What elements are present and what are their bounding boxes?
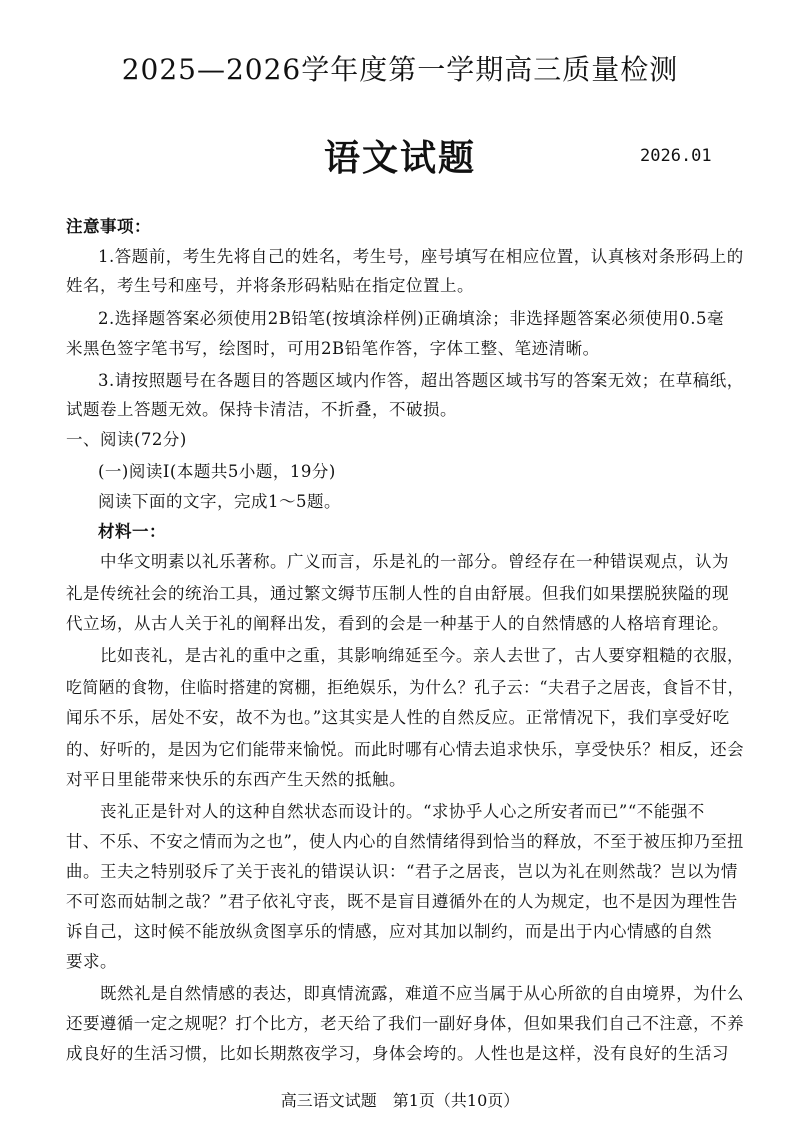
passage-line: 中华文明素以礼乐著称。广义而言，乐是礼的一部分。曾经存在一种错误观点，认为: [100, 552, 729, 571]
notice-line: 姓名，考生号和座号，并将条形码粘贴在指定位置上。: [66, 276, 474, 295]
passage-line: 成良好的生活习惯，比如长期熬夜学习，身体会垮的。人性也是这样，没有良好的生活习: [66, 1044, 729, 1063]
passage-line: 曲。王夫之特别驳斥了关于丧礼的错误认识：“君子之居丧，岂以为礼在则然哉？岂以为情: [66, 862, 738, 881]
notice-line: 试题卷上答题无效。保持卡清洁，不折叠，不破损。: [66, 400, 457, 419]
notice-heading: 注意事项：: [66, 217, 151, 236]
passage-line: 诉自己，这时候不能放纵贪图享乐的情感，应对其加以制约，而是出于内心情感的自然: [66, 922, 712, 941]
passage-line: 代立场，从古人关于礼的阐释出发，看到的会是一种基于人的自然情感的人格培育理论。: [66, 614, 729, 633]
material-label: 材料一：: [98, 522, 166, 541]
passage-line: 甘、不乐、不安之情而为之也”，使人内心的自然情绪得到恰当的释放，不至于被压抑乃至扭: [66, 832, 744, 851]
section-instruction: 阅读下面的文字，完成1～5题。: [98, 492, 341, 511]
notice-line: 米黑色签字笔书写，绘图时，可用2B铅笔作答，字体工整、笔迹清晰。: [66, 339, 600, 358]
notice-line: 3.请按照题号在各题目的答题区域内作答，超出答题区域书写的答案无效；在草稿纸，: [98, 371, 744, 390]
passage-line: 礼是传统社会的统治工具，通过繁文缛节压制人性的自由舒展。但我们如果摆脱狭隘的现: [66, 584, 729, 603]
passage-line: 不可恣而姑制之哉？”君子依礼守丧，既不是盲目遵循外在的人为规定，也不是因为理性告: [66, 892, 738, 911]
notice-line: 1.答题前，考生先将自己的姓名，考生号，座号填写在相应位置，认真核对条形码上的: [98, 247, 744, 266]
passage-line: 还要遵循一定之规呢？打个比方，老天给了我们一副好身体，但如果我们自己不注意，不养: [66, 1014, 745, 1033]
page-footer: 高三语文试题 第1页（共10页）: [280, 1091, 520, 1110]
passage-line: 要求。: [66, 952, 117, 971]
exam-title: 2025—2026学年度第一学期高三质量检测: [121, 53, 679, 86]
passage-line: 丧礼正是针对人的这种自然状态而设计的。“求协乎人心之所安者而已”“不能强不: [100, 802, 705, 821]
passage-line: 既然礼是自然情感的表达，即真情流露，难道不应当属于从心所欲的自由境界，为什么: [100, 984, 744, 1003]
section-heading: 一、阅读(72分): [66, 430, 187, 449]
notice-line: 2.选择题答案必须使用2B铅笔(按填涂样例)正确填涂；非选择题答案必须使用0.5毫: [98, 309, 724, 328]
passage-line: 的、好听的，是因为它们能带来愉悦。而此时哪有心情去追求快乐，享受快乐？相反，还会: [66, 740, 745, 759]
section-subheading: (一)阅读Ⅰ(本题共5小题，19分): [98, 462, 336, 481]
passage-line: 闻乐不乐，居处不安，故不为也。”这其实是人性的自然反应。正常情况下，我们享受好吃: [66, 708, 730, 727]
passage-line: 对平日里能带来快乐的东西产生天然的抵触。: [66, 770, 406, 789]
passage-line: 比如丧礼，是古礼的重中之重，其影响绵延至今。亲人去世了，古人要穿粗糙的衣服，: [100, 646, 744, 665]
passage-line: 吃简陋的食物，住临时搭建的窝棚，拒绝娱乐，为什么？孔子云：“夫君子之居丧，食旨不甘，: [66, 678, 744, 697]
exam-date: 2026.01: [640, 146, 712, 166]
subject-title: 语文试题: [323, 137, 476, 179]
